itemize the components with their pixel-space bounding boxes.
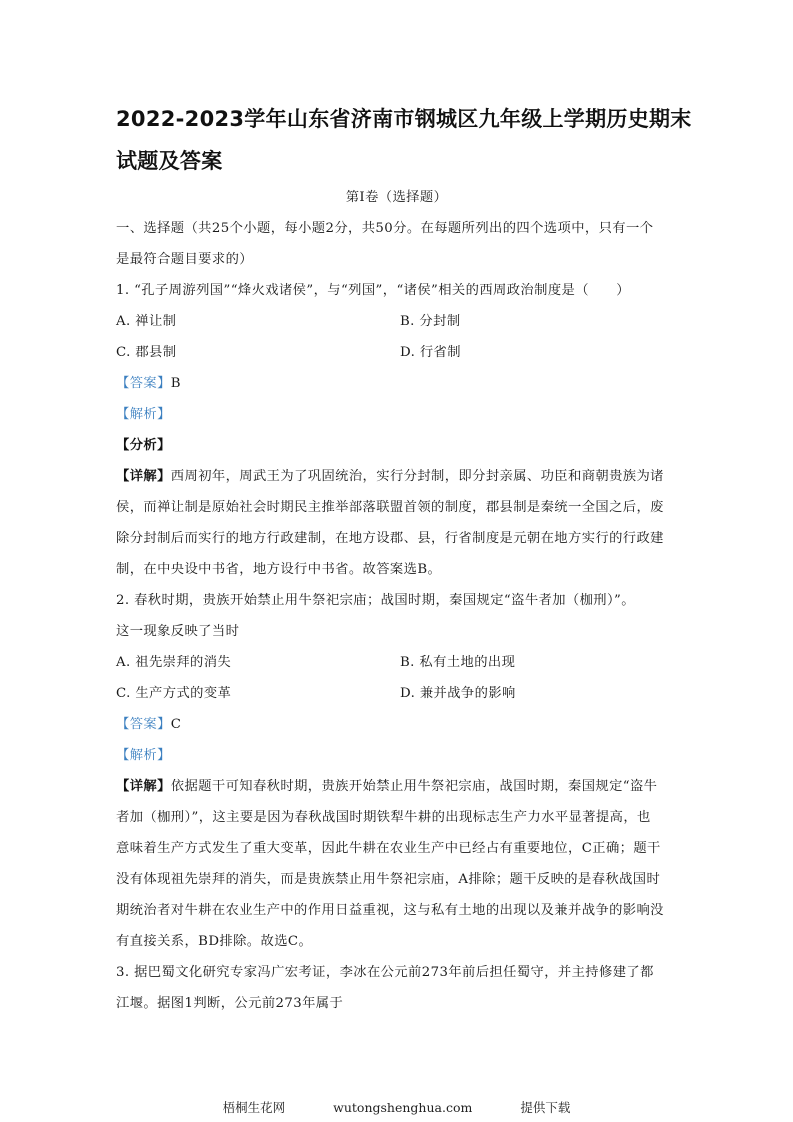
question-2-detail-line-5: 期统治者对牛耕在农业生产中的作用日益重视，这与私有土地的出现以及兼并战争的影响没 [116,903,664,918]
question-1-stem: 1. “孔子周游列国”“烽火戏诸侯”，与“列国”，“诸侯”相关的西周政治制度是（ ） [116,283,630,298]
question-1-detail-line-4: 制，在中央设中书省，地方设行中书省。故答案选B。 [116,562,442,577]
page-footer [0,1098,793,1116]
question-1-fenxi-label [116,436,686,456]
footer-provided: 提供下载 [520,1100,571,1115]
question-2-stem-line-1: 2. 春秋时期，贵族开始禁止用牛祭祀宗庙；战国时期，秦国规定“盗牛者加（枷刑）”。 [116,593,635,608]
question-3-stem-line-2: 江堰。据图1判断，公元前273年属于 [116,996,344,1011]
question-1-detail-line-2: 侯，而禅让制是原始社会时期民主推举部落联盟首领的制度，郡县制是秦统一全国之后，废 [116,500,664,515]
question-2-option-a: A. 祖先崇拜的消失 [116,655,232,670]
question-2-detail-line-1: 【详解】依据题干可知春秋时期，贵族开始禁止用牛祭祀宗庙，战国时期，秦国规定“盗牛 [116,779,658,794]
instructions-line-2: 是最符合题目要求的） [116,252,253,267]
analysis-label: 【解析】 [116,748,171,763]
detail-label: 【详解】 [116,779,171,794]
question-2-option-c: C. 生产方式的变革 [116,686,232,701]
question-3-stem-line-1: 3. 据巴蜀文化研究专家冯广宏考证，李冰在公元前273年前后担任蜀守，并主持修建了都 [116,965,654,980]
detail-label: 【详解】 [116,469,171,484]
answer-label: 【答案】 [116,717,171,732]
question-1-option-b: B. 分封制 [400,314,461,329]
question-1-option-c: C. 郡县制 [116,345,177,360]
question-2-detail-line-4: 没有体现祖先崇拜的消失，而是贵族禁止用牛祭祀宗庙，A排除；题干反映的是春秋战国时 [116,872,661,887]
question-1-analysis-label [116,405,686,425]
answer-value: C [170,717,182,732]
answer-label: 【答案】 [116,376,171,391]
section-heading: 第Ⅰ卷（选择题） [345,190,448,205]
question-1-answer [116,374,686,394]
question-2-detail-line-2: 者加（枷刑）”，这主要是因为春秋战国时期铁犁牛耕的出现标志生产力水平显著提高，也 [116,810,651,825]
question-2-analysis-label [116,746,686,766]
answer-value: B [170,376,181,391]
fenxi-label: 【分析】 [116,438,171,453]
question-2-detail-line-3: 意味着生产方式发生了重大变革，因此牛耕在农业生产中已经占有重要地位，C正确；题干 [116,841,661,856]
instructions-line-1: 一、选择题（共25个小题，每小题2分，共50分。在每题所列出的四个选项中，只有一个 [116,221,654,236]
question-2-option-d: D. 兼并战争的影响 [400,686,516,701]
question-1-detail-line-3: 除分封制后而实行的地方行政建制，在地方设郡、县，行省制度是元朝在地方实行的行政建 [116,531,664,546]
question-2-option-b: B. 私有土地的出现 [400,655,516,670]
question-2-answer [116,715,686,735]
document-title-line2: 试题及答案 [116,149,223,173]
question-2-stem-line-2: 这一现象反映了当时 [116,624,240,639]
question-1-option-d: D. 行省制 [400,345,461,360]
question-1-option-a: A. 禅让制 [116,314,177,329]
footer-site-name: 梧桐生花网 [222,1100,286,1115]
analysis-label: 【解析】 [116,407,171,422]
question-2-detail-line-6: 有直接关系，BD排除。故选C。 [116,934,313,949]
document-title-line1: 2022-2023学年山东省济南市钢城区九年级上学期历史期末 [116,107,692,131]
footer-site-url[interactable]: wutongshenghua.com [333,1100,473,1115]
question-1-detail-line-1: 【详解】西周初年，周武王为了巩固统治，实行分封制，即分封亲属、功臣和商朝贵族为诸 [116,469,664,484]
